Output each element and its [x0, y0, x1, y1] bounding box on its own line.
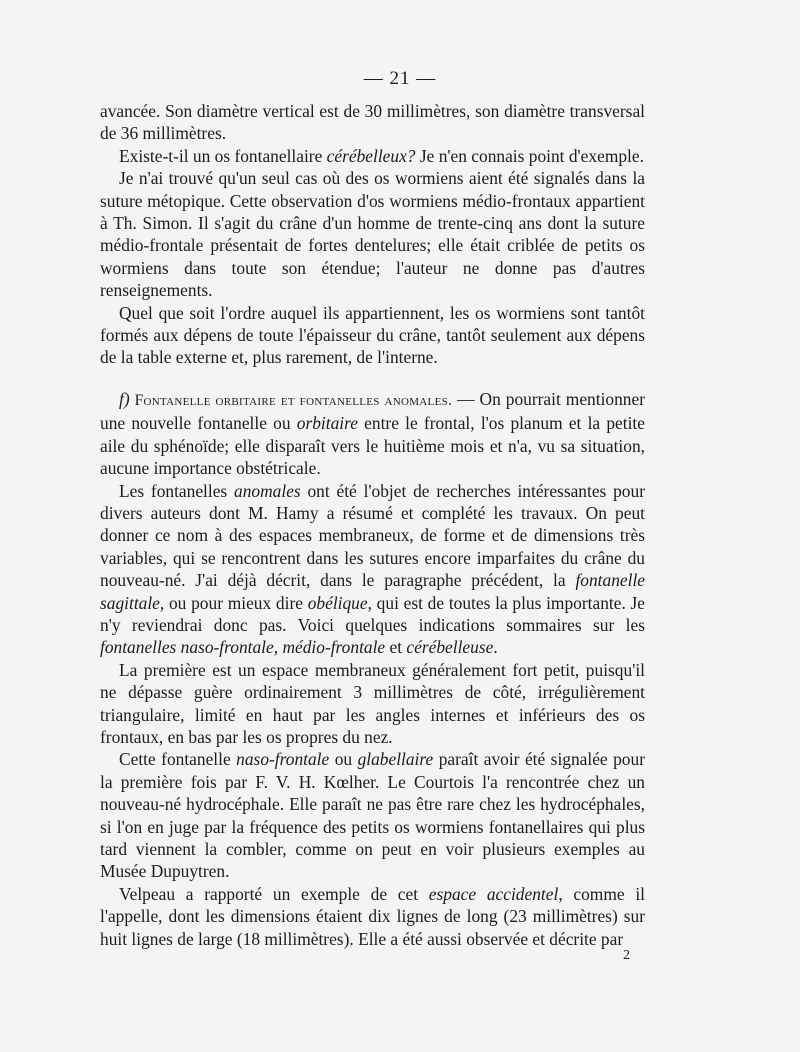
paragraph: avancée. Son diamètre vertical est de 30 millimètres, son diamètre transversal de 36 millimètres. — [100, 101, 645, 144]
printer-signature: 2 — [623, 948, 630, 963]
section-heading: Fontanelle orbitaire et fontanelles anomales. — [134, 391, 453, 409]
paragraph: Quel que soit l'ordre auquel ils appartiennent, les os wormiens sont tantôt formés aux dépens de toute l'épaisseur du crâne, tantôt seulement aux dépens de la table externe et, plus rarement, de l'interne. — [100, 302, 645, 368]
page-number: — 21 — — [363, 68, 437, 89]
section-label: f) — [119, 388, 130, 409]
paragraph: Je n'ai trouvé qu'un seul cas où des os wormiens aient été signalés dans la suture métopique. Cette observation d'os wormiens médio-frontaux appartient à Th. Simon. Il s'agit du crâne d'un homme de trente-cinq ans dont la suture médio-frontale présentait de fortes dentelures; elle était criblée de petits os wormiens dans toute son étendue; l'auteur ne donne pas d'autres renseignements. — [100, 168, 645, 301]
page-body — [100, 100, 645, 950]
section-paragraph: f) Fontanelle orbitaire et fontanelles anomales. — On pourrait mentionner une nouvelle fontanelle ou orbitaire entre le frontal, l'os planum et la petite aile du sphénoïde; elle disparaît vers le huitième mois et n'a, vu sa situation, aucune importance obstétricale. — [100, 388, 645, 479]
paragraph: Existe-t-il un os fontanellaire cérébelleux? Je n'en connais point d'exemple. — [119, 145, 644, 166]
paragraph: La première est un espace membraneux généralement fort petit, puisqu'il ne dépasse guère ordinairement 3 millimètres de côté, irrégulièrement triangulaire, limité en haut par les angles internes et inférieurs des os frontaux, en bas par les os propres du nez. — [100, 659, 645, 747]
paragraph: Velpeau a rapporté un exemple de cet espace accidentel, comme il l'appelle, dont les dimensions étaient dix lignes de long (23 millimètres) sur huit lignes de large (18 millimètres). Elle a été aussi observée et décrite par — [100, 883, 645, 949]
paragraph: Les fontanelles anomales ont été l'objet de recherches intéressantes pour divers auteurs dont M. Hamy a résumé et complété les travaux. On peut donner ce nom à des espaces membraneux, de forme et de dimensions très variables, qui se rencontrent dans les sutures encore imparfaites du crâne du nouveau-né. J'ai déjà décrit, dans le paragraphe précédent, la fontanelle sagittale, ou pour mieux dire obélique, qui est de toutes la plus importante. Je n'y reviendrai donc pas. Voici quelques indications sommaires sur les fontanelles naso-frontale, médio-frontale et cérébelleuse. — [100, 480, 646, 658]
paragraph: Cette fontanelle naso-frontale ou glabellaire paraît avoir été signalée pour la première fois par F. V. H. Kœlher. Le Courtois l'a rencontrée chez un nouveau-né hydrocéphale. Elle paraît ne pas être rare chez les hydrocéphales, si l'on en juge par la fréquence des petits os wormiens fontanellaires qui plus tard viennent la combler, comme on peut en voir plusieurs exemples au Musée Dupuytren. — [100, 749, 645, 882]
